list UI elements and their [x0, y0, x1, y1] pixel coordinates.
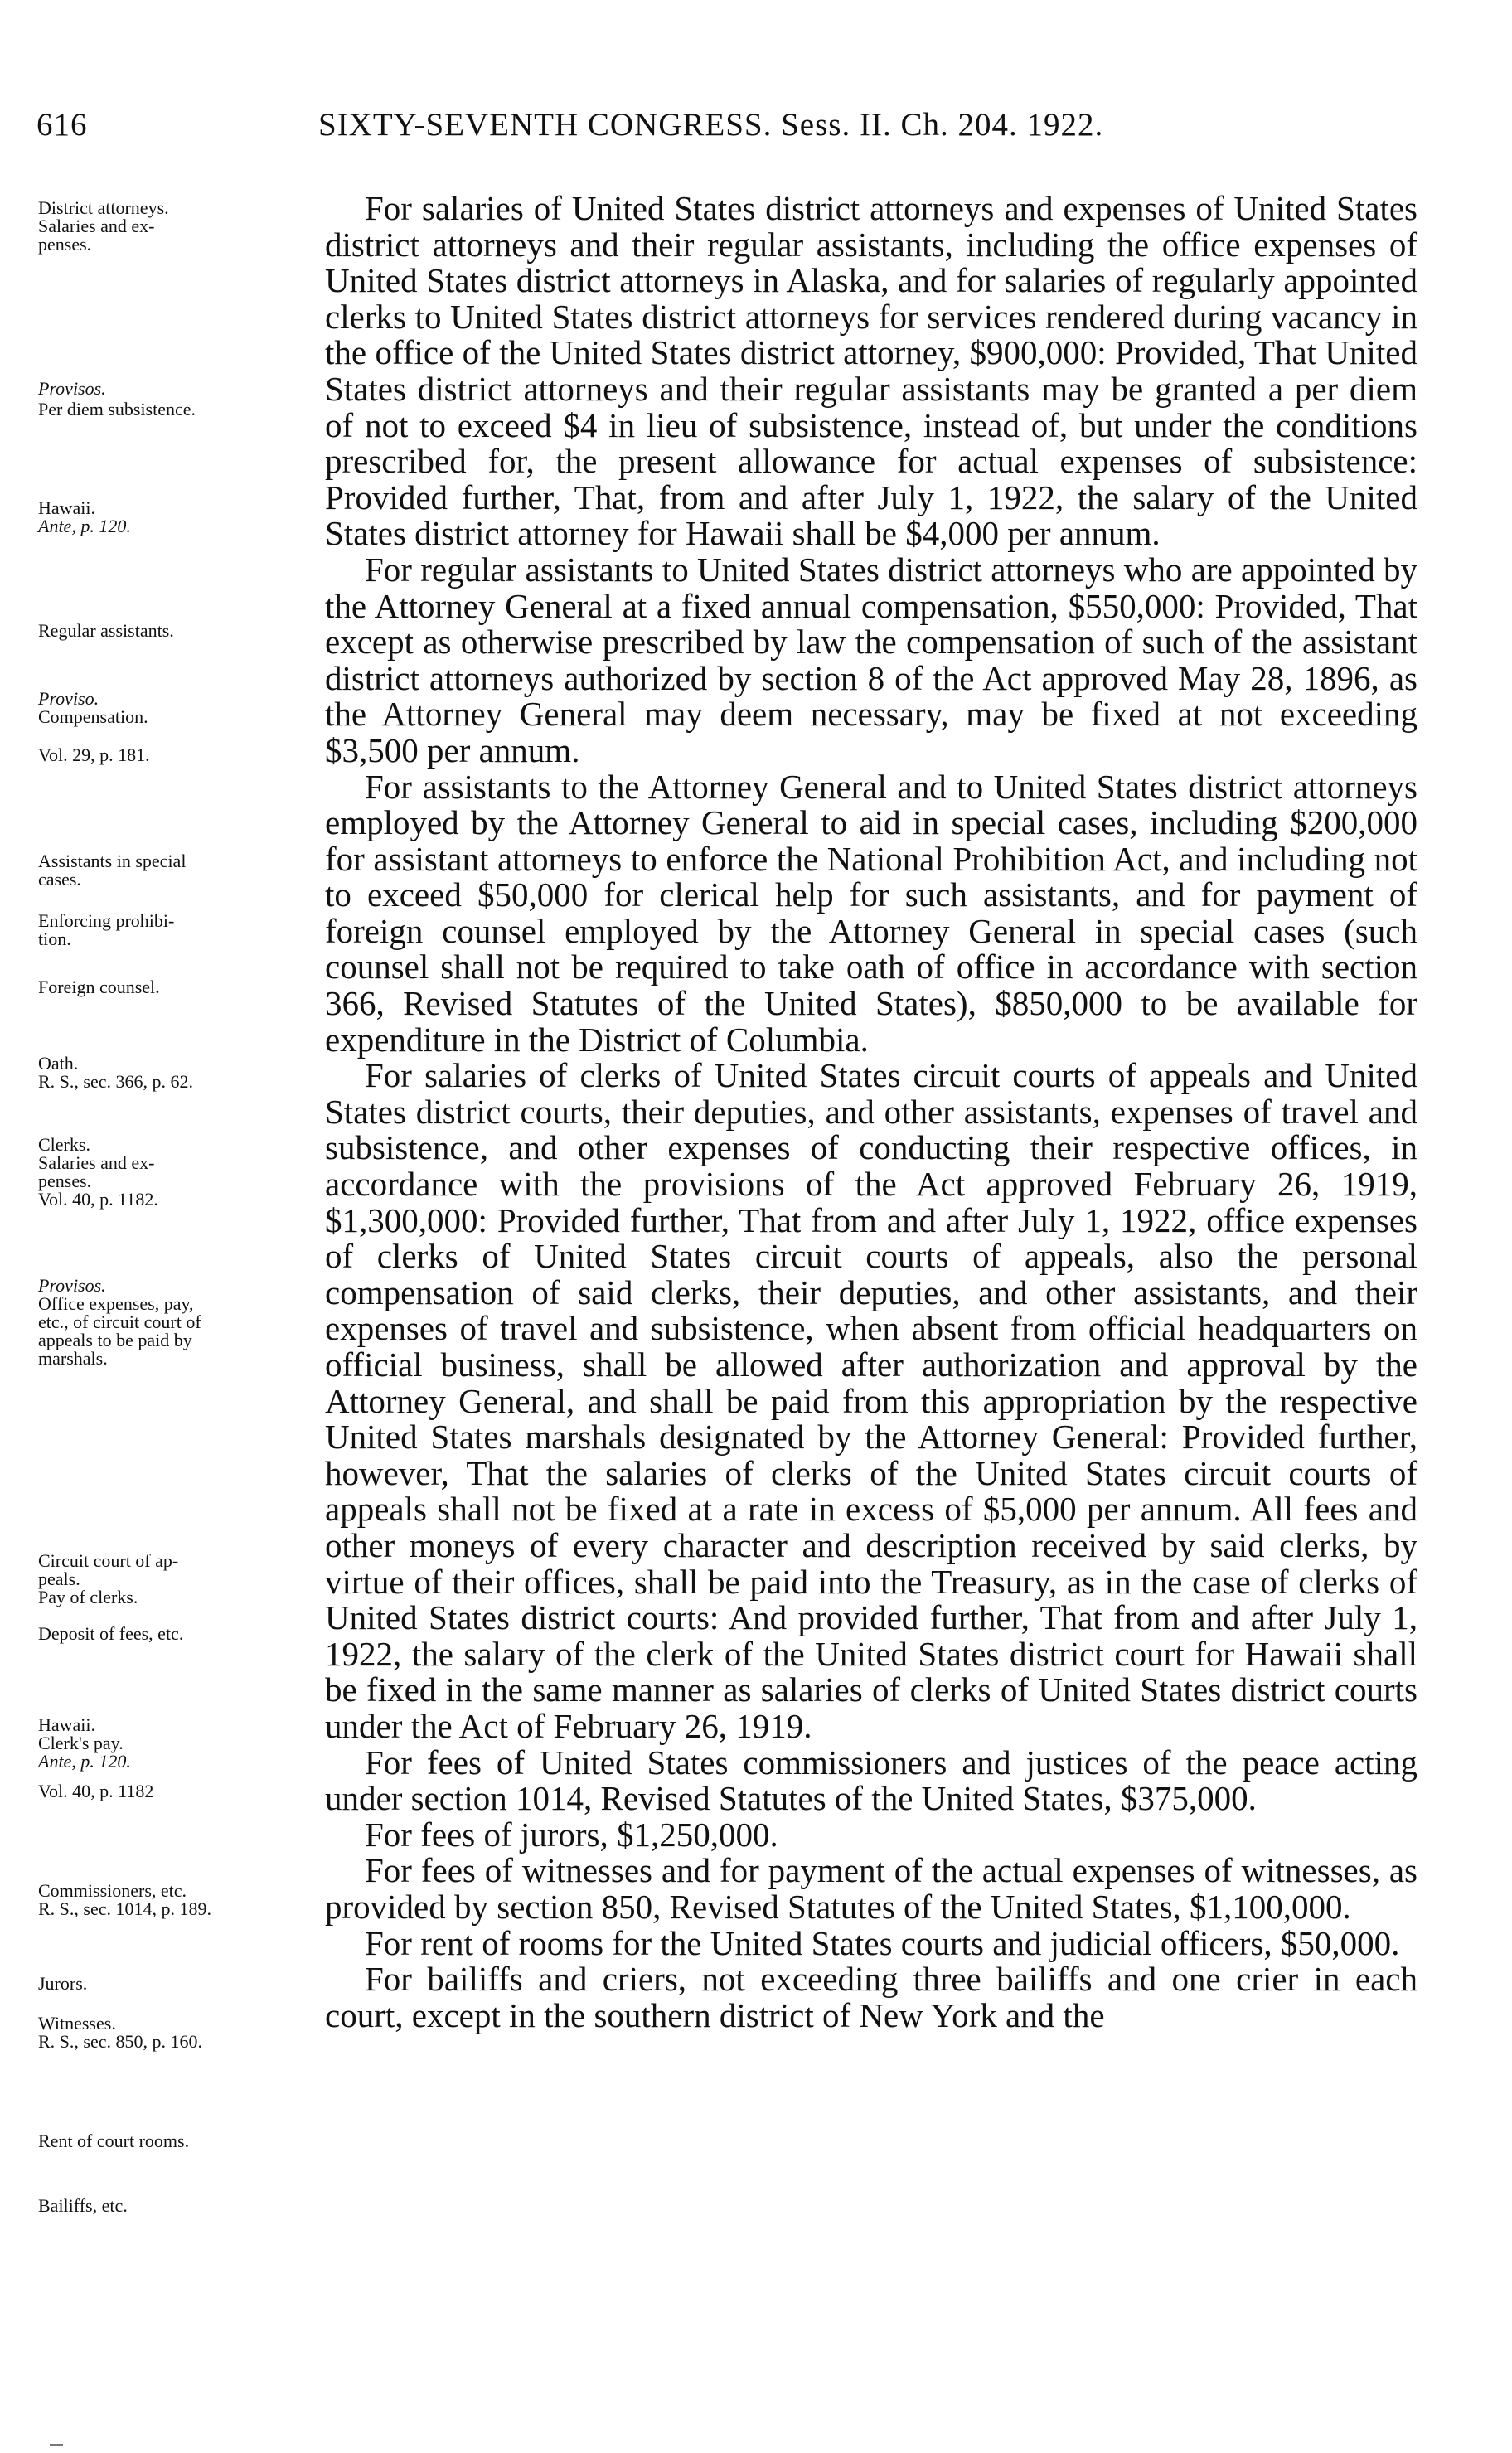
margin-note: Assistants in special cases. — [38, 851, 187, 890]
margin-note: Circuit court of ap- peals. Pay of clerks. — [38, 1550, 179, 1607]
margin-note: Hawaii. Clerk's pay. Ante, p. 120. — [38, 1714, 131, 1772]
margin-note: District attorneys. Salaries and ex- penses. — [38, 197, 169, 255]
margin-note: Vol. 29, p. 181. — [38, 744, 150, 765]
margin-note: Deposit of fees, etc. — [38, 1623, 184, 1644]
margin-note: Vol. 40, p. 1182 — [38, 1781, 154, 1801]
margin-note: Enforcing prohibi- tion. — [38, 910, 175, 949]
margin-note: Hawaii. Ante, p. 120. — [38, 497, 131, 536]
paragraph-district-attorneys: For salaries of United States district attorneys and expenses of United States district attorneys and their regular assistants, including the office expenses of United States district attorneys in Alaska, and for salaries of regularly appointed clerks to United States district attorneys for services rendered during vacancy in the office of the United States district attorney, $900,000: Provided, That United States district attorneys and their regular assistants may be granted a per diem of not to exceed $4 in lieu of subsistence, instead of, but under the conditions prescribed for, the present allowance for actual expenses of subsistence: Provided further, That, from and after July 1, 1922, the salary of the United States district attorney for Hawaii shall be $4,000 per annum. — [325, 189, 1418, 553]
margin-note: Per diem subsistence. — [38, 399, 196, 419]
footer-mark — [50, 2444, 63, 2446]
paragraph-witnesses: For fees of witnesses and for payment of the actual expenses of witnesses, as provided by section 850, Revised Statutes of the United States, $1,100,000. — [325, 1851, 1418, 1926]
margin-note: Provisos. Office expenses, pay, etc., of circuit court of appeals to be paid by marshals. — [38, 1275, 201, 1369]
paragraph-bailiffs: For bailiffs and criers, not exceeding three bailiffs and one crier in each court, except in the southern district of New York and the — [325, 1960, 1418, 2034]
margin-note: Clerks. Salaries and ex- penses. Vol. 40, p. 1182. — [38, 1134, 158, 1210]
margin-note: Provisos. — [38, 378, 106, 399]
margin-note: Rent of court rooms. — [38, 2131, 190, 2151]
margin-note: Jurors. — [38, 1973, 88, 1994]
margin-note: Regular assistants. — [38, 620, 174, 641]
paragraph-jurors: For fees of jurors, $1,250,000. — [365, 1815, 778, 1854]
statute-text — [325, 191, 1418, 2034]
margin-note: Oath. R. S., sec. 366, p. 62. — [38, 1053, 193, 1092]
paragraph-commissioners: For fees of United States commissioners and justices of the peace acting under section 1014, Revised Statutes of the United States, $375,000. — [325, 1743, 1418, 1818]
margin-note: Witnesses. R. S., sec. 850, p. 160. — [38, 2013, 202, 2052]
paragraph-rent: For rent of rooms for the United States courts and judicial officers, $50,000. — [365, 1923, 1400, 1962]
margin-note: Commissioners, etc. R. S., sec. 1014, p. 189. — [38, 1880, 211, 1919]
paragraph-regular-assistants: For regular assistants to United States district attorneys who are appointed by the Attorney General at a fixed annual compensation, $550,000: Provided, That except as otherwise prescribed by law the compensation of such of the assistant district attorneys authorized by section 8 of the Act approved May 28, 1896, as the Attorney General may deem necessary, may be fixed at not exceeding $3,500 per annum. — [325, 550, 1418, 769]
paragraph-special-assistants: For assistants to the Attorney General and to United States district attorneys employed by the Attorney General to aid in special cases, including $200,000 for assistant attorneys to enforce the National Prohibition Act, and including not to exceed $50,000 for clerical help for such assistants, and for payment of foreign counsel employed by the Attorney General in special cases (such counsel shall not be required to take oath of office in accordance with section 366, Revised Statutes of the United States), $850,000 to be available for expenditure in the District of Columbia. — [325, 767, 1418, 1059]
margin-note: Foreign counsel. — [38, 977, 160, 997]
page-header — [36, 106, 1429, 156]
running-title: SIXTY-SEVENTH CONGRESS. Sess. II. Ch. 204. 1922. — [318, 107, 1104, 143]
page-number: 616 — [36, 107, 88, 143]
margin-note: Bailiffs, etc. — [38, 2195, 128, 2216]
paragraph-clerks: For salaries of clerks of United States circuit courts of appeals and United States district courts, their deputies, and other assistants, expenses of travel and subsistence, and other expenses of conducting their respective offices, in accordance with the provisions of the Act approved February 26, 1919, $1,300,000: Provided further, That from and after July 1, 1922, office expenses of clerks of United States circuit courts of appeals, also the personal compensation of said clerks, their deputies, and other assistants, and their expenses of travel and subsistence, when absent from official headquarters on official business, shall be allowed after authorization and approval by the Attorney General, and shall be paid from this appropriation by the respective United States marshals designated by the Attorney General: Provided further, however, That the salaries of clerks of the United States circuit courts of appeals shall not be fixed at a rate in excess of $5,000 per annum. All fees and other moneys of every character and description received by said clerks, by virtue of their offices, shall be paid into the Treasury, as in the case of clerks of United States district courts: And provided further, That from and after July 1, 1922, the salary of the clerk of the United States district court for Hawaii shall be fixed in the same manner as salaries of clerks of United States district courts under the Act of February 26, 1919. — [325, 1056, 1418, 1745]
margin-note: Proviso. Compensation. — [38, 688, 148, 727]
